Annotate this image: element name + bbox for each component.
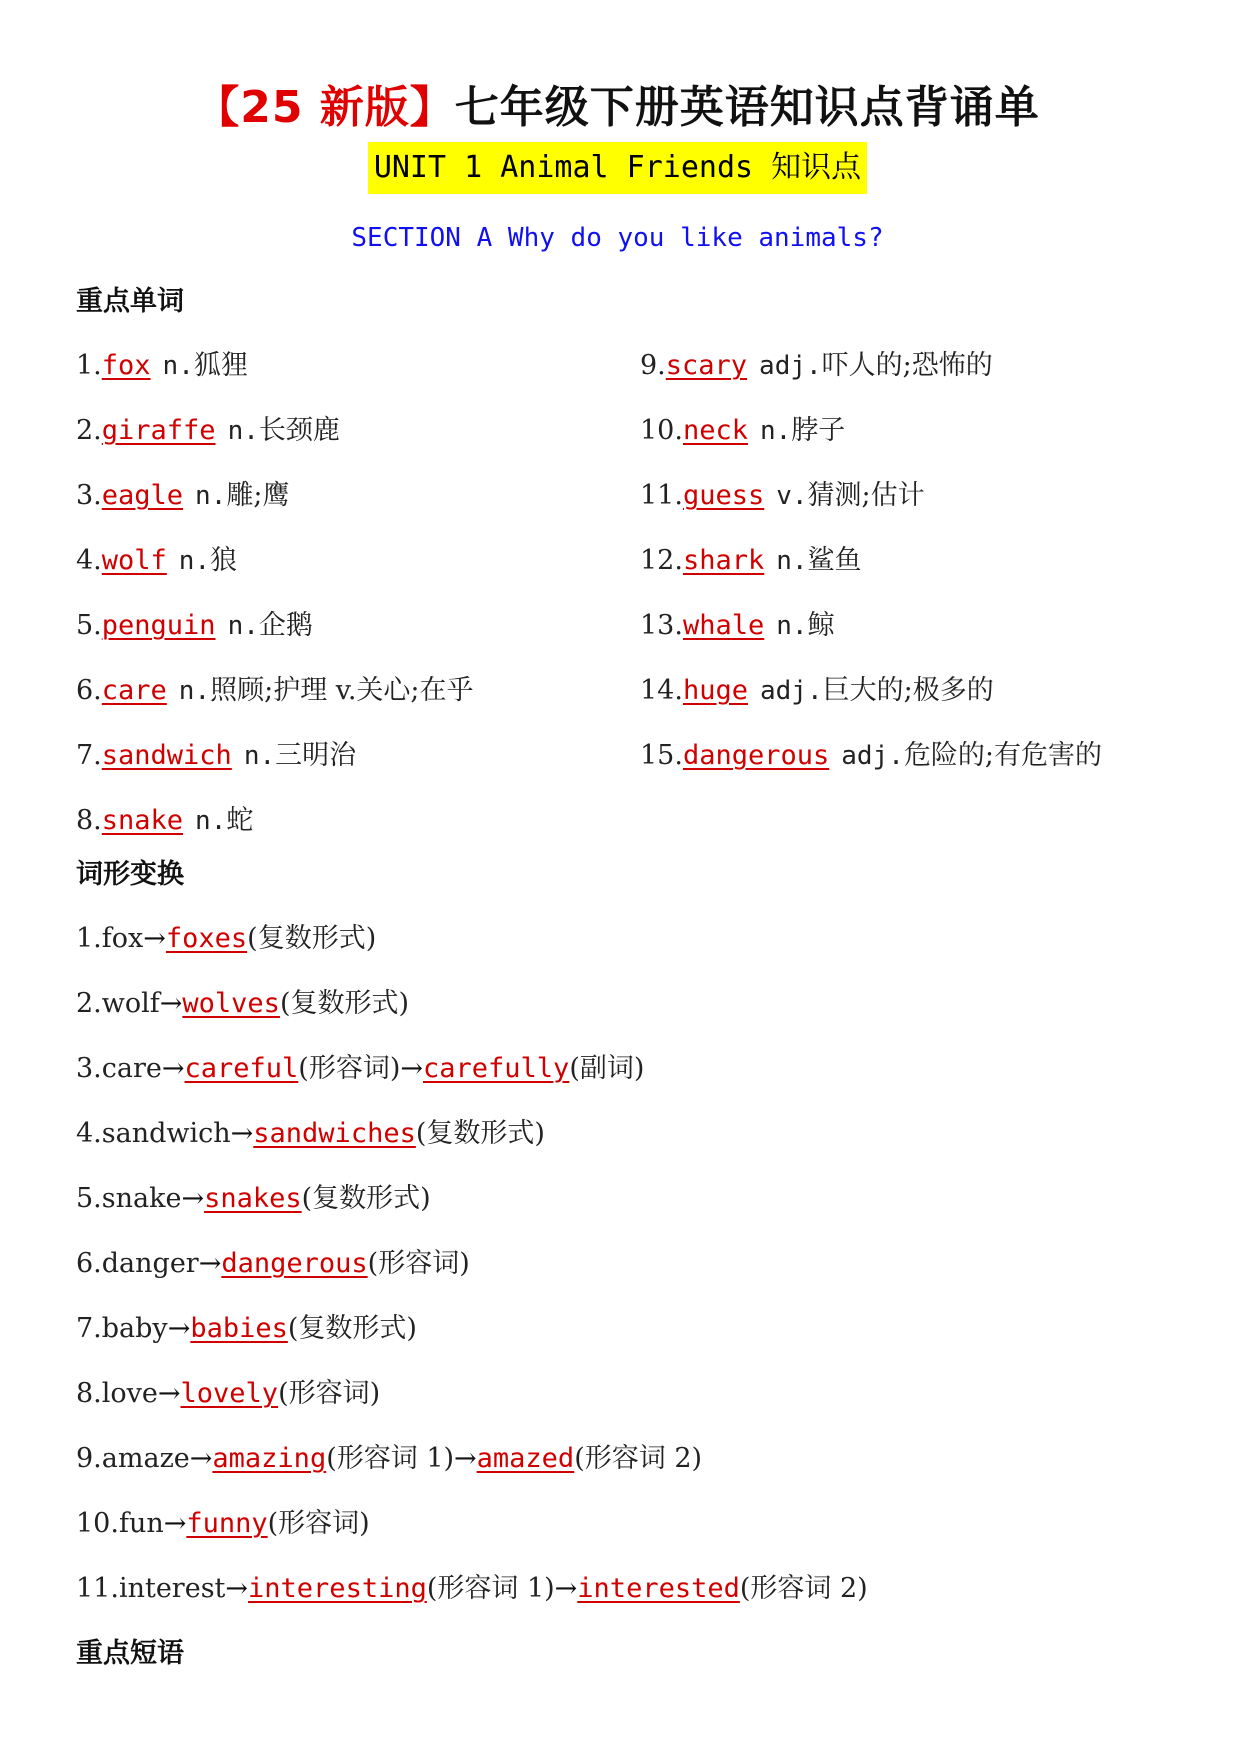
page-title	[0, 78, 1235, 138]
item-number: 12.	[640, 545, 683, 576]
answer-word: wolf	[101, 545, 167, 576]
answer-word: penguin	[101, 610, 216, 641]
word-meaning: 吓人的;恐怖的	[821, 350, 993, 381]
answer-word: shark	[682, 545, 765, 576]
word-form-item	[76, 1114, 545, 1154]
item-number: 9.	[640, 350, 666, 381]
item-number: 9.	[76, 1443, 102, 1474]
answer-word: fox	[101, 350, 151, 381]
word-form-item	[76, 1049, 644, 1089]
word-meaning: 狼	[210, 545, 238, 576]
vocab-item	[76, 801, 253, 841]
item-number: 3.	[76, 1053, 102, 1084]
form-note: (形容词)	[298, 1053, 401, 1084]
word-meaning: 照顾;护理 v.关心;在乎	[210, 675, 474, 706]
word-form-item	[76, 1504, 370, 1544]
part-of-speech: n.	[776, 546, 808, 576]
vocab-item	[640, 736, 1102, 776]
word-meaning: 危险的;有危害的	[903, 740, 1102, 771]
item-number: 7.	[76, 740, 102, 771]
vocab-item	[640, 541, 862, 581]
form-note: (复数形式)	[247, 923, 377, 954]
item-number: 7.	[76, 1313, 102, 1344]
word-form-item	[76, 1374, 380, 1414]
answer-word: snake	[101, 805, 184, 836]
heading-vocab: 重点单词	[76, 286, 184, 317]
base-word: interest	[118, 1573, 226, 1604]
form-note: (副词)	[569, 1053, 645, 1084]
vocab-item	[640, 411, 845, 451]
answer-word: babies	[190, 1313, 288, 1344]
arrow-icon: →	[161, 1053, 185, 1084]
form-note: (形容词 1)	[326, 1443, 455, 1474]
part-of-speech: n.	[178, 676, 211, 706]
item-number: 2.	[76, 415, 102, 446]
item-number: 1.	[76, 350, 102, 381]
part-of-speech: n.	[195, 481, 227, 511]
answer-word: eagle	[101, 480, 184, 511]
word-meaning: 鲸	[807, 610, 835, 641]
arrow-icon: →	[143, 923, 166, 954]
unit-title: UNIT 1 Animal Friends 知识点	[368, 142, 867, 194]
answer-word: neck	[682, 415, 748, 446]
answer-word: carefully	[423, 1053, 570, 1084]
part-of-speech: adj.	[759, 351, 822, 381]
form-note: (复数形式)	[287, 1313, 417, 1344]
item-number: 15.	[640, 740, 683, 771]
base-word: wolf	[101, 988, 160, 1019]
vocab-item	[76, 541, 237, 581]
word-meaning: 蛇	[226, 805, 254, 836]
form-note: (复数形式)	[415, 1118, 545, 1149]
word-form-item	[76, 1439, 702, 1479]
base-word: fox	[101, 923, 144, 954]
word-form-item	[76, 984, 409, 1024]
part-of-speech: n.	[162, 351, 194, 381]
form-note: (形容词 1)	[426, 1573, 555, 1604]
word-meaning: 鲨鱼	[807, 545, 862, 576]
arrow-icon: →	[157, 1378, 181, 1409]
answer-word: careful	[184, 1053, 299, 1084]
word-form-item	[76, 1244, 470, 1284]
title-main: 七年级下册英语知识点背诵单	[454, 82, 1040, 133]
item-number: 13.	[640, 610, 683, 641]
heading-phrases: 重点短语	[76, 1638, 184, 1669]
item-number: 2.	[76, 988, 102, 1019]
word-meaning: 三明治	[275, 740, 357, 771]
vocab-item	[640, 346, 993, 386]
section-title: SECTION A Why do you like animals?	[351, 223, 884, 253]
item-number: 1.	[76, 923, 102, 954]
item-number: 5.	[76, 610, 102, 641]
word-meaning: 狐狸	[193, 350, 248, 381]
part-of-speech: adj.	[759, 676, 823, 706]
base-word: love	[101, 1378, 158, 1409]
arrow-icon: →	[225, 1573, 249, 1604]
word-form-item	[76, 1179, 431, 1219]
part-of-speech: adj.	[841, 741, 904, 771]
item-number: 5.	[76, 1183, 102, 1214]
vocab-item	[640, 606, 835, 646]
base-word: sandwich	[101, 1118, 231, 1149]
item-number: 3.	[76, 480, 102, 511]
vocab-item	[76, 606, 313, 646]
vocab-item	[76, 736, 356, 776]
part-of-speech: n.	[195, 806, 227, 836]
title-edition: 【25 新版】	[195, 82, 455, 133]
item-number: 11.	[76, 1573, 119, 1604]
answer-word: funny	[186, 1508, 268, 1539]
word-form-item	[76, 1309, 417, 1349]
word-meaning: 猜测;估计	[807, 480, 925, 511]
answer-word: scary	[665, 350, 748, 381]
answer-word: whale	[682, 610, 765, 641]
answer-word: foxes	[165, 923, 248, 954]
unit-title-wrap	[0, 142, 1235, 194]
vocab-item	[76, 476, 289, 516]
answer-word: lovely	[180, 1378, 279, 1409]
arrow-icon: →	[189, 1443, 213, 1474]
part-of-speech: v.	[776, 481, 808, 511]
part-of-speech: n.	[227, 416, 259, 446]
word-form-item	[76, 1569, 868, 1609]
answer-word: huge	[682, 675, 748, 706]
answer-word: care	[101, 675, 167, 706]
word-meaning: 长颈鹿	[258, 415, 340, 446]
answer-word: amazed	[476, 1443, 575, 1474]
vocab-item	[640, 476, 925, 516]
base-word: amaze	[101, 1443, 190, 1474]
item-number: 6.	[76, 675, 102, 706]
arrow-icon: →	[198, 1248, 222, 1279]
part-of-speech: n.	[178, 546, 211, 576]
answer-word: dangerous	[682, 740, 830, 771]
answer-word: giraffe	[101, 415, 216, 446]
heading-word-forms: 词形变换	[76, 859, 184, 890]
item-number: 11.	[640, 480, 683, 511]
word-meaning: 巨大的;极多的	[822, 675, 994, 706]
form-note: (形容词)	[367, 1248, 470, 1279]
answer-word: guess	[682, 480, 765, 511]
item-number: 10.	[640, 415, 683, 446]
word-meaning: 脖子	[791, 415, 846, 446]
base-word: fun	[118, 1508, 164, 1539]
arrow-icon: →	[167, 1313, 191, 1344]
item-number: 10.	[76, 1508, 119, 1539]
vocab-item	[640, 671, 994, 711]
vocab-item	[76, 411, 340, 451]
base-word: baby	[101, 1313, 168, 1344]
arrow-icon: →	[230, 1118, 254, 1149]
base-word: snake	[101, 1183, 182, 1214]
item-number: 4.	[76, 545, 102, 576]
part-of-speech: n.	[243, 741, 276, 771]
item-number: 8.	[76, 1378, 102, 1409]
item-number: 8.	[76, 805, 102, 836]
arrow-icon: →	[400, 1053, 423, 1084]
answer-word: wolves	[182, 988, 280, 1019]
vocab-item	[76, 671, 474, 711]
part-of-speech: n.	[776, 611, 808, 641]
word-form-item	[76, 919, 376, 959]
arrow-icon: →	[163, 1508, 187, 1539]
answer-word: amazing	[212, 1443, 327, 1474]
form-note: (形容词 2)	[574, 1443, 703, 1474]
answer-word: interesting	[248, 1573, 427, 1604]
answer-word: dangerous	[221, 1248, 368, 1279]
form-note: (形容词)	[278, 1378, 381, 1409]
arrow-icon: →	[554, 1573, 578, 1604]
item-number: 6.	[76, 1248, 102, 1279]
form-note: (形容词 2)	[739, 1573, 868, 1604]
part-of-speech: n.	[759, 416, 792, 446]
arrow-icon: →	[159, 988, 183, 1019]
answer-word: snakes	[204, 1183, 302, 1214]
form-note: (复数形式)	[301, 1183, 431, 1214]
arrow-icon: →	[181, 1183, 205, 1214]
base-word: care	[101, 1053, 162, 1084]
item-number: 14.	[640, 675, 683, 706]
form-note: (形容词)	[267, 1508, 370, 1539]
vocab-item	[76, 346, 248, 386]
item-number: 4.	[76, 1118, 102, 1149]
form-note: (复数形式)	[279, 988, 410, 1019]
word-meaning: 企鹅	[258, 610, 313, 641]
answer-word: sandwiches	[253, 1118, 416, 1149]
word-meaning: 雕;鹰	[226, 480, 290, 511]
answer-word: sandwich	[101, 740, 232, 771]
base-word: danger	[101, 1248, 199, 1279]
arrow-icon: →	[454, 1443, 477, 1474]
answer-word: interested	[577, 1573, 740, 1604]
part-of-speech: n.	[227, 611, 259, 641]
